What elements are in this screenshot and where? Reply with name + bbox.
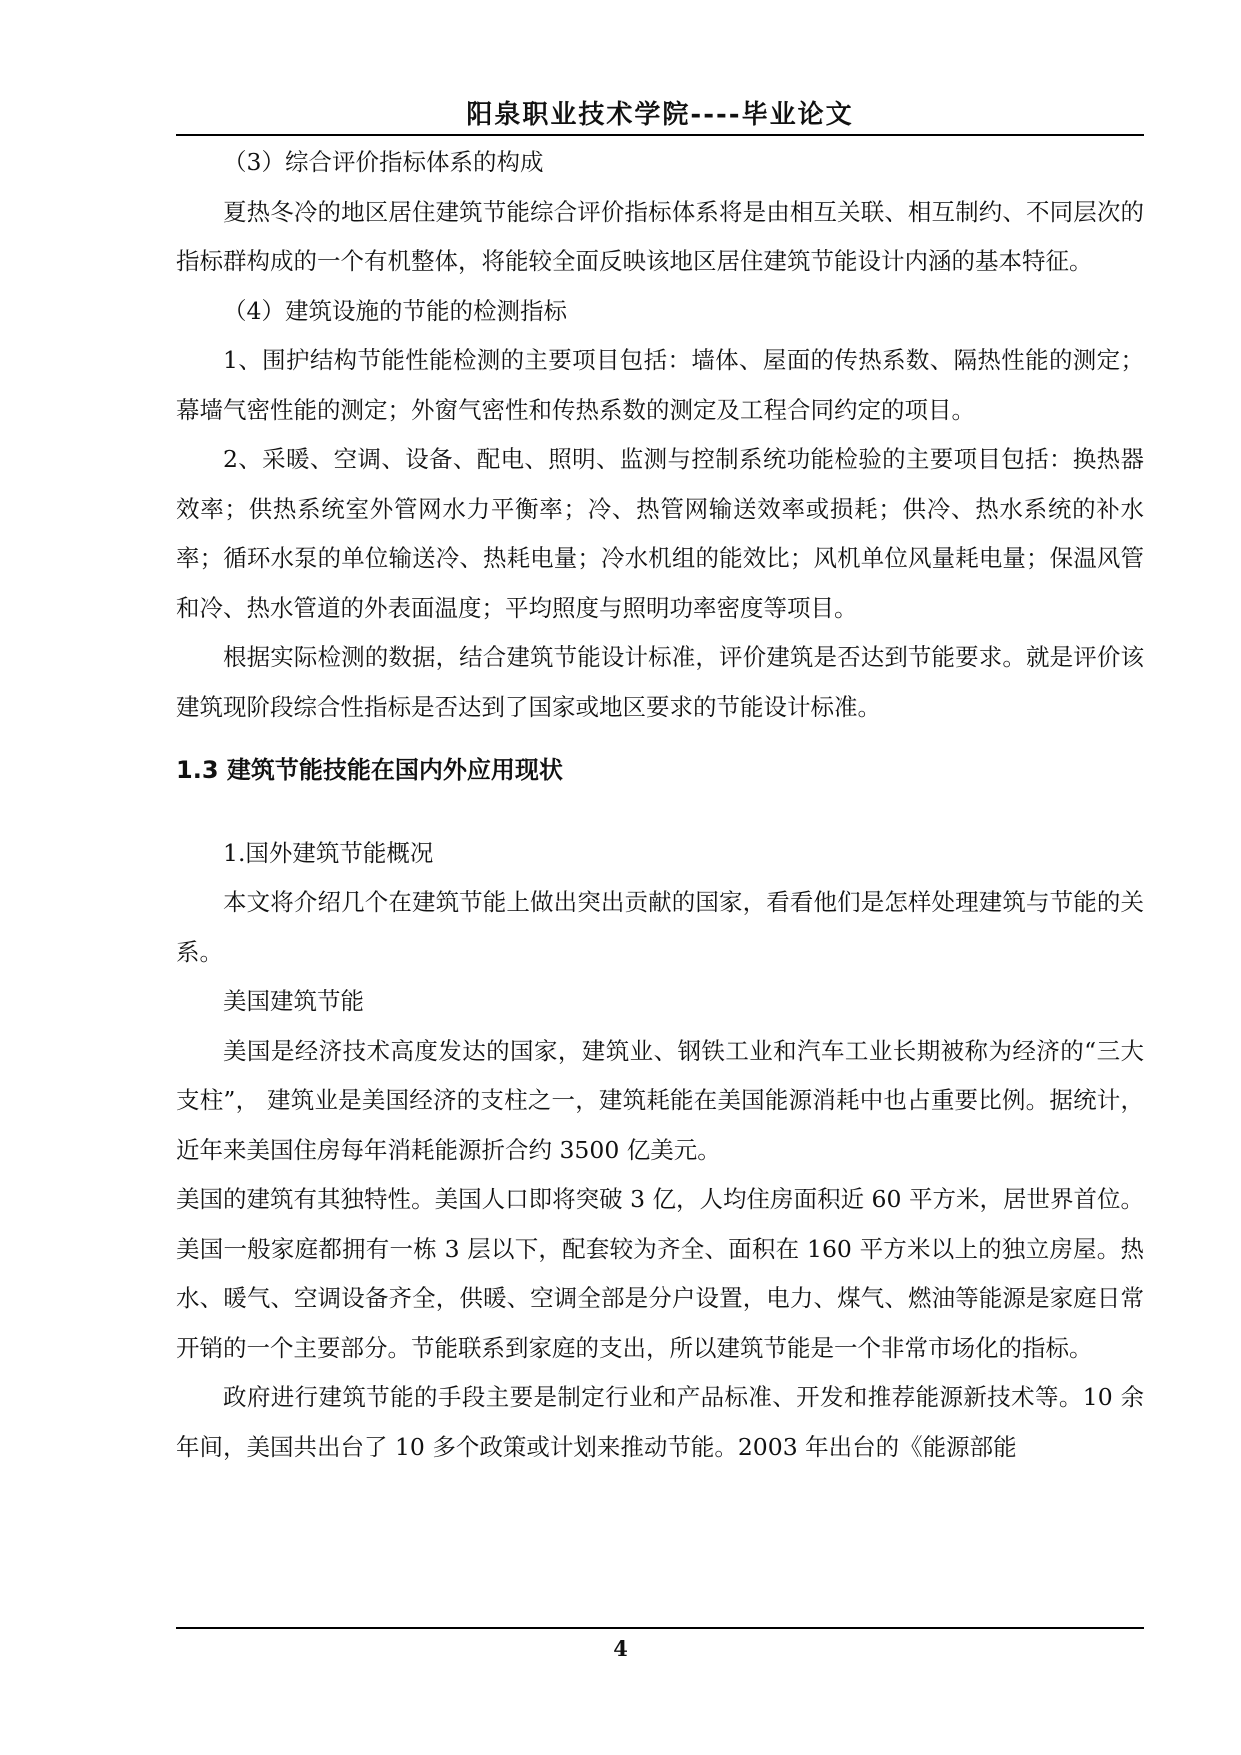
footer-rule <box>176 1627 1144 1629</box>
section-heading: 1.3 建筑节能技能在国内外应用现状 <box>176 756 563 784</box>
paragraph: 美国建筑节能 <box>223 987 364 1015</box>
paragraph: 美国的建筑有其独特性。美国人口即将突破 3 亿，人均住房面积近 60 平方米，居世界首位。美国一般家庭都拥有一栋 3 层以下，配套较为齐全、面积在 160 平方米以上的独立房屋。热水、暖气、空调设备齐全，供暖、空调全部是分户设置，电力、煤气、燃油等能源是家庭日常开销的一个主要部分。节能联系到家庭的支出，所以建筑节能是一个非常市场化的指标。 <box>176 1185 1144 1362</box>
paragraph: 1、围护结构节能性能检测的主要项目包括：墙体、屋面的传热系数、隔热性能的测定；幕墙气密性能的测定；外窗气密性和传热系数的测定及工程合同约定的项目。 <box>176 346 1144 424</box>
paragraph: （3）综合评价指标体系的构成 <box>223 148 544 176</box>
paragraph: 1.国外建筑节能概况 <box>223 838 434 867</box>
paragraph: 2、采暖、空调、设备、配电、照明、监测与控制系统功能检验的主要项目包括：换热器效率；供热系统室外管网水力平衡率；冷、热管网输送效率或损耗；供冷、热水系统的补水率；循环水泵的单位输送冷、热耗电量；冷水机组的能效比；风机单位风量耗电量；保温风管和冷、热水管道的外表面温度；平均照度与照明功率密度等项目。 <box>176 445 1144 622</box>
paragraph: 美国是经济技术高度发达的国家，建筑业、钢铁工业和汽车工业长期被称为经济的“三大支柱”， 建筑业是美国经济的支柱之一，建筑耗能在美国能源消耗中也占重要比例。据统计，近年来美国住房每年消耗能源折合约 3500 亿美元。 <box>176 1036 1144 1164</box>
paragraph: 本文将介绍几个在建筑节能上做出突出贡献的国家，看看他们是怎样处理建筑与节能的关系。 <box>176 888 1144 966</box>
header-rule <box>176 134 1144 136</box>
paragraph: 夏热冬冷的地区居住建筑节能综合评价指标体系将是由相互关联、相互制约、不同层次的指标群构成的一个有机整体，将能较全面反映该地区居住建筑节能设计内涵的基本特征。 <box>176 197 1144 275</box>
paragraph: （4）建筑设施的节能的检测指标 <box>223 296 567 325</box>
document-body <box>176 138 1144 1472</box>
paragraph: 根据实际检测的数据，结合建筑节能设计标准，评价建筑是否达到节能要求。就是评价该建筑现阶段综合性指标是否达到了国家或地区要求的节能设计标准。 <box>176 643 1144 721</box>
page-header-title: 阳泉职业技术学院----毕业论文 <box>466 100 854 130</box>
paragraph: 政府进行建筑节能的手段主要是制定行业和产品标准、开发和推荐能源新技术等。10 余年间，美国共出台了 10 多个政策或计划来推动节能。2003 年出台的《能源部能 <box>176 1383 1144 1461</box>
page-number: 4 <box>613 1636 628 1661</box>
